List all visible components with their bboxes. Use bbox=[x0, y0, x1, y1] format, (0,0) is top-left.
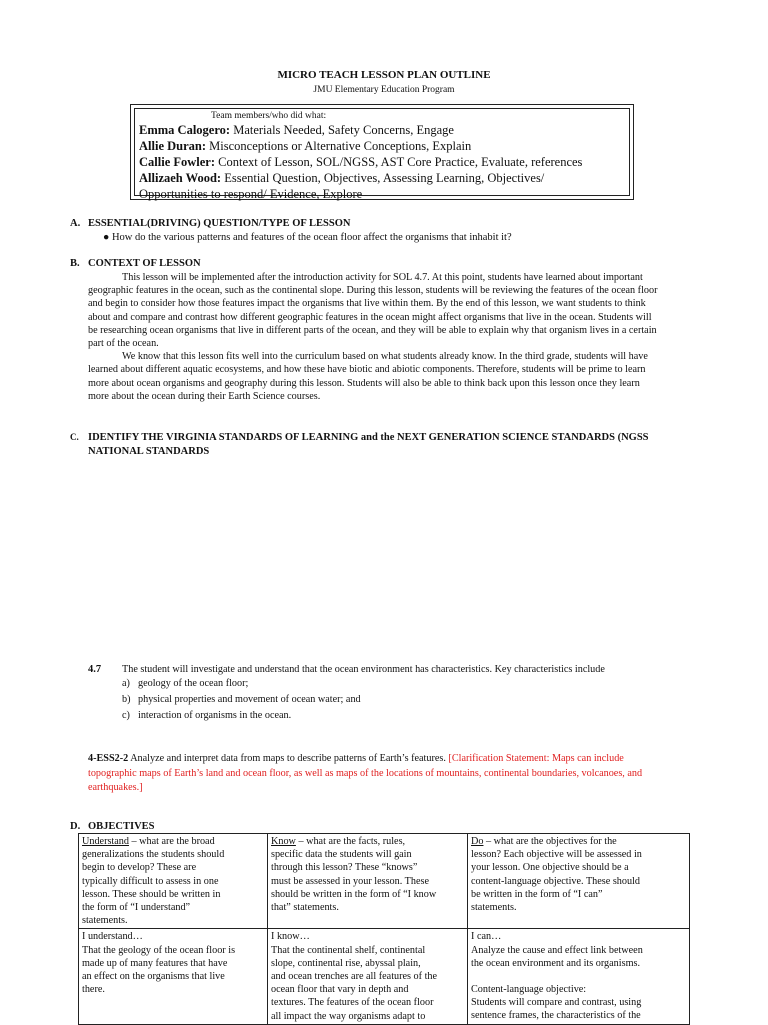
team-continuation: Opportunities to respond/ Evidence, Explore bbox=[139, 187, 363, 201]
objectives-table bbox=[78, 833, 690, 1025]
table-header-cell-know bbox=[268, 834, 468, 929]
cell-line: all impact the way organisms adapt to bbox=[271, 1010, 426, 1022]
sol-item-label: b) bbox=[122, 694, 131, 705]
sol-text: The student will investigate and understand that the ocean environment has characteristics. Key characteristics include bbox=[122, 664, 605, 675]
team-member-name: Allizaeh Wood: bbox=[139, 171, 222, 185]
section-c-heading bbox=[70, 431, 710, 444]
section-a-heading bbox=[70, 217, 350, 230]
table-cell-know bbox=[268, 929, 468, 1024]
cell-line: I know… bbox=[271, 931, 310, 943]
section-letter: A. bbox=[70, 218, 81, 229]
ngss-clarification-line2: topographic maps of Earth’s land and ocean floor, as well as maps of the locations of mountains, continental boundaries, volcanoes, and bbox=[88, 768, 643, 779]
cell-line: the ocean environment and its organisms. bbox=[471, 957, 640, 969]
paragraph-line: learned about different aquatic ecosystems, and how these have biotic and abiotic components. Therefore, students will be prime to learn bbox=[88, 364, 646, 376]
sol-number: 4.7 bbox=[88, 664, 102, 675]
section-c-title-line1: IDENTIFY THE VIRGINIA STANDARDS OF LEARNING and the NEXT GENERATION SCIENCE STANDARDS (NGSS bbox=[88, 432, 649, 443]
team-member-tasks: Misconceptions or Alternative Conceptions, Explain bbox=[209, 139, 472, 153]
team-members-box bbox=[130, 104, 634, 200]
cell-text: – what are the broad bbox=[128, 836, 215, 847]
sol-item-label: a) bbox=[122, 678, 130, 689]
cell-line: content-language objective. These should bbox=[471, 875, 640, 887]
table-header-cell-do bbox=[468, 834, 690, 929]
paragraph-line: more about ocean organisms and geography during this lesson. Students will also be able to think back upon this lesson once they learn bbox=[88, 377, 640, 389]
table-cell-understand bbox=[79, 929, 268, 1024]
cell-line: an effect on the organisms that live bbox=[82, 971, 225, 983]
table-row bbox=[79, 929, 690, 1024]
sol-item-text: geology of the ocean floor; bbox=[138, 678, 249, 689]
ngss-clarification-start: [Clarification Statement: Maps can include bbox=[448, 753, 624, 764]
team-member-line bbox=[139, 154, 625, 170]
cell-line: statements. bbox=[82, 915, 128, 927]
team-member-tasks: Materials Needed, Safety Concerns, Engage bbox=[233, 123, 454, 137]
cell-line: your lesson. One objective should be a bbox=[471, 862, 629, 874]
team-members-inner bbox=[134, 108, 630, 201]
ngss-standard-line1 bbox=[88, 752, 708, 765]
cell-line: begin to develop? These are bbox=[82, 862, 197, 874]
cell-text: – what are the objectives for the bbox=[483, 836, 617, 847]
cell-line: That the continental shelf, continental bbox=[271, 944, 426, 956]
table-row bbox=[79, 834, 690, 929]
cell-line: must be assessed in your lesson. These bbox=[271, 875, 429, 887]
paragraph-line: This lesson will be implemented after the introduction activity for SOL 4.7. At this point, students have learned about important bbox=[122, 272, 643, 283]
cell-line: through this lesson? These “knows” bbox=[271, 862, 418, 874]
ngss-clarification-line3: earthquakes.] bbox=[88, 782, 143, 793]
cell-line: and ocean trenches are all features of the bbox=[271, 971, 438, 983]
sol-item-text: physical properties and movement of ocean water; and bbox=[138, 694, 361, 705]
cell-line: slope, continental rise, abyssal plain, bbox=[271, 957, 421, 969]
sol-list-item bbox=[122, 709, 291, 722]
section-b-heading bbox=[70, 257, 201, 270]
paragraph-line: and begin to consider how those features impact the organisms that live within them. By the end of this lesson, we want students to think bbox=[88, 298, 646, 310]
section-a-title: ESSENTIAL(DRIVING) QUESTION/TYPE OF LESSON bbox=[88, 218, 351, 229]
cell-line: ocean floor that vary in depth and bbox=[271, 984, 409, 996]
cell-line: Content-language objective: bbox=[471, 984, 587, 996]
team-member-line bbox=[139, 138, 625, 154]
ngss-text: Analyze and interpret data from maps to describe patterns of Earth’s features. bbox=[130, 753, 446, 764]
bullet-icon: ● bbox=[103, 232, 110, 243]
cell-line: typically difficult to assess in one bbox=[82, 875, 219, 887]
section-d-heading bbox=[70, 820, 155, 833]
team-heading: Team members/who did what: bbox=[211, 111, 327, 121]
cell-line: I understand… bbox=[82, 931, 143, 943]
cell-line: statements. bbox=[471, 902, 517, 914]
paragraph-line: geographic features in the ocean, such as the continental slope. During this lesson, students will be reviewing the features of the ocean floor bbox=[88, 285, 658, 297]
know-label: Know bbox=[271, 836, 296, 847]
cell-line: Students will compare and contrast, using bbox=[471, 997, 642, 1009]
cell-line: lesson? Each objective will be assessed in bbox=[471, 849, 642, 861]
sol-list-item bbox=[122, 677, 248, 690]
cell-line: be written in the form of “I can” bbox=[471, 888, 603, 900]
table-header-cell-understand bbox=[79, 834, 268, 929]
context-paragraph-1 bbox=[88, 271, 698, 403]
team-member-name: Emma Calogero: bbox=[139, 123, 231, 137]
cell-line: there. bbox=[82, 984, 105, 996]
do-label: Do bbox=[471, 836, 484, 847]
cell-line: That the geology of the ocean floor is bbox=[82, 944, 236, 956]
understand-label: Understand bbox=[82, 836, 129, 847]
section-c-title-line2: NATIONAL STANDARDS bbox=[88, 446, 210, 457]
section-letter: B. bbox=[70, 258, 80, 269]
team-member-tasks: Context of Lesson, SOL/NGSS, AST Core Practice, Evaluate, references bbox=[218, 155, 583, 169]
paragraph-line: part of the ocean. bbox=[88, 338, 159, 350]
cell-line: that” statements. bbox=[271, 902, 339, 914]
table-cell-do bbox=[468, 929, 690, 1024]
team-member-tasks: Essential Question, Objectives, Assessing Learning, Objectives/ bbox=[224, 171, 545, 185]
paragraph-line: We know that this lesson fits well into the curriculum based on what students already know. In the third grade, students will have bbox=[122, 351, 648, 363]
essential-question-text: How do the various patterns and features of the ocean floor affect the organisms that inhabit it? bbox=[111, 232, 512, 243]
section-d-title: OBJECTIVES bbox=[88, 821, 155, 832]
cell-line: should be written in the form of “I know bbox=[271, 888, 437, 900]
cell-line: Analyze the cause and effect link between bbox=[471, 944, 643, 956]
paragraph-line: about and compare and contrast how different geographic features in the ocean might affect organisms that live in the ocean. Students will bbox=[88, 311, 652, 323]
cell-text: – what are the facts, rules, bbox=[295, 836, 406, 847]
cell-line: specific data the students will gain bbox=[271, 849, 412, 861]
team-member-name: Allie Duran: bbox=[139, 139, 207, 153]
document-title: MICRO TEACH LESSON PLAN OUTLINE bbox=[277, 69, 491, 81]
ngss-code: 4-ESS2-2 bbox=[88, 753, 129, 764]
cell-line bbox=[82, 835, 264, 848]
document-subtitle: JMU Elementary Education Program bbox=[313, 85, 455, 95]
section-b-title: CONTEXT OF LESSON bbox=[88, 258, 201, 269]
sol-list-item bbox=[122, 693, 361, 706]
cell-line bbox=[471, 835, 686, 848]
team-member-name: Callie Fowler: bbox=[139, 155, 216, 169]
sol-item-text: interaction of organisms in the ocean. bbox=[138, 710, 292, 721]
section-letter: C. bbox=[70, 432, 79, 442]
cell-line: I can… bbox=[471, 931, 502, 943]
cell-line: generalizations the students should bbox=[82, 849, 225, 861]
sol-item-label: c) bbox=[122, 710, 130, 721]
team-member-line bbox=[139, 122, 625, 138]
cell-line: made up of many features that have bbox=[82, 957, 228, 969]
paragraph-line: more about the ocean during their Earth Science courses. bbox=[88, 390, 321, 402]
cell-line: the form of “I understand” bbox=[82, 902, 191, 914]
cell-line: textures. The features of the ocean floor bbox=[271, 997, 434, 1009]
essential-question-bullet bbox=[103, 231, 512, 244]
cell-line: lesson. These should be written in bbox=[82, 888, 221, 900]
cell-line: sentence frames, the characteristics of the bbox=[471, 1010, 641, 1022]
section-letter: D. bbox=[70, 821, 81, 832]
cell-line bbox=[471, 970, 686, 983]
team-member-line bbox=[139, 170, 625, 186]
cell-line bbox=[271, 835, 464, 848]
paragraph-line: be researching ocean organisms that live in different parts of the ocean, and they will be able to explain why that organism lives in a certain bbox=[88, 324, 657, 336]
